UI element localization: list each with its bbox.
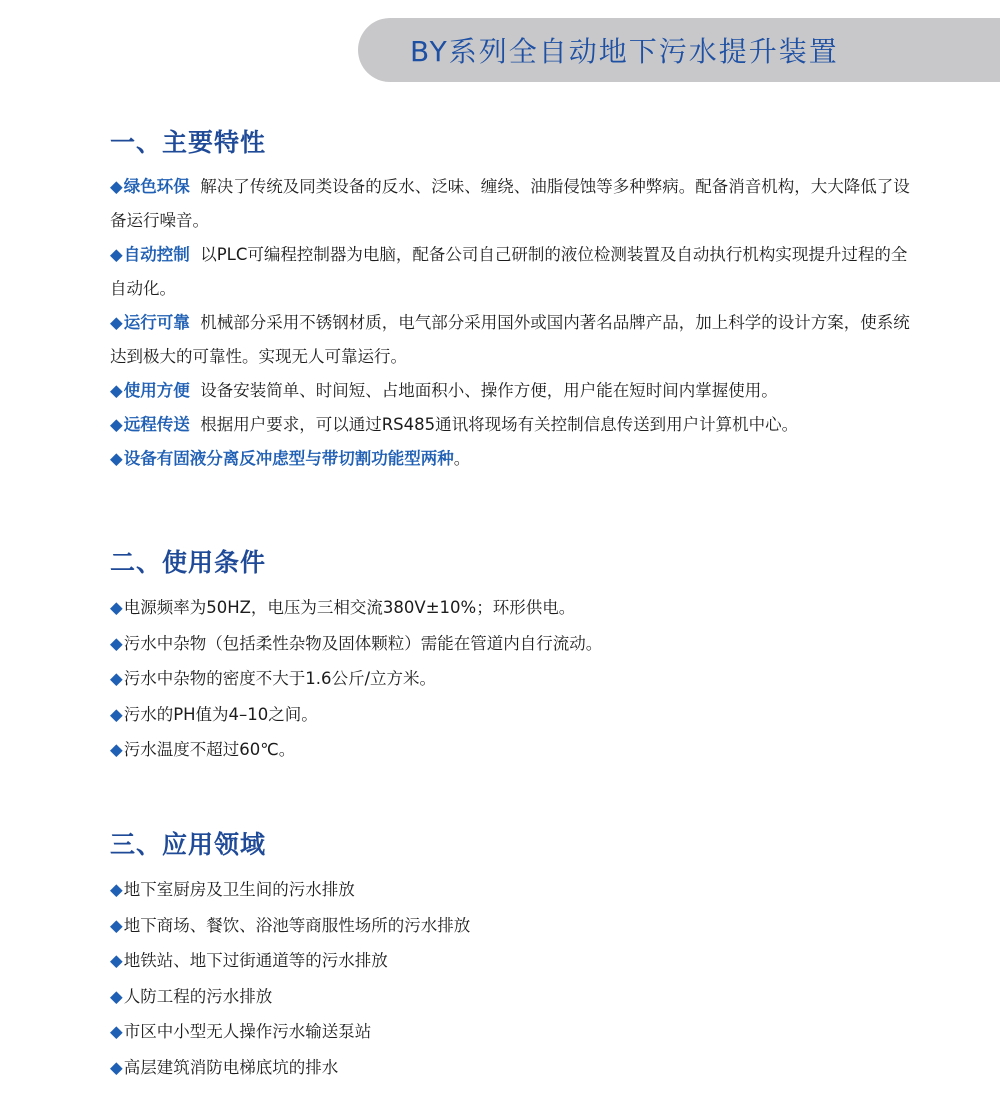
- list-item-text: 地下室厨房及卫生间的污水排放: [123, 880, 355, 899]
- feature-text: 根据用户要求，可以通过RS485通讯将现场有关控制信息传送到用户计算机中心。: [200, 415, 799, 434]
- diamond-bullet-icon: ◆: [110, 669, 123, 688]
- feature-keyword: 绿色环保: [123, 177, 190, 196]
- diamond-bullet-icon: ◆: [110, 740, 123, 759]
- diamond-bullet-icon: ◆: [110, 633, 123, 653]
- list-item: [110, 661, 910, 697]
- diamond-bullet-icon: ◆: [110, 313, 123, 332]
- diamond-bullet-icon: ◆: [110, 1057, 123, 1077]
- list-item-text: 污水的PH值为4–10之间。: [123, 704, 318, 724]
- list-item-text: 污水中杂物（包括柔性杂物及固体颗粒）需能在管道内自行流动。: [123, 633, 603, 653]
- list-item-text: 人防工程的污水排放: [123, 986, 273, 1006]
- feature-text: 设备安装简单、时间短、占地面积小、操作方便，用户能在短时间内掌握使用。: [200, 381, 778, 400]
- feature-text: 机械部分采用不锈钢材质，电气部分采用国外或国内著名品牌产品，加上科学的设计方案，使系统达到极大的可靠性。实现无人可靠运行。: [110, 313, 910, 366]
- diamond-bullet-icon: ◆: [110, 986, 123, 1006]
- section-main-features: [110, 126, 910, 476]
- feature-keyword: 运行可靠: [123, 313, 190, 332]
- feature-keyword: 远程传送: [123, 415, 190, 434]
- feature-item: [110, 170, 910, 238]
- feature-bold-statement: 设备有固液分离反冲虑型与带切割功能型两种: [123, 449, 454, 468]
- list-item: [110, 979, 910, 1015]
- diamond-bullet-icon: ◆: [110, 1022, 123, 1041]
- diamond-bullet-icon: ◆: [110, 704, 123, 724]
- feature-item: [110, 306, 910, 374]
- list-item-text: 市区中小型无人操作污水输送泵站: [123, 1022, 372, 1041]
- list-item-text: 电源频率为50HZ，电压为三相交流380V±10%；环形供电。: [123, 598, 576, 617]
- diamond-bullet-icon: ◆: [110, 177, 123, 196]
- diamond-bullet-icon: ◆: [110, 915, 123, 935]
- section-heading: 一、主要特性: [110, 128, 267, 157]
- list-item: [110, 1014, 910, 1050]
- list-item: [110, 1050, 910, 1086]
- feature-bold-suffix: 。: [453, 449, 471, 468]
- section-heading: 三、应用领域: [110, 830, 267, 859]
- feature-text: 解决了传统及同类设备的反水、泛味、缠绕、油脂侵蚀等多种弊病。配备消音机构，大大降低了设备运行噪音。: [110, 177, 910, 230]
- feature-keyword: 使用方便: [123, 381, 190, 400]
- diamond-bullet-icon: ◆: [110, 415, 123, 434]
- list-item: [110, 626, 910, 662]
- list-item: [110, 908, 910, 944]
- diamond-bullet-icon: ◆: [110, 245, 123, 264]
- list-item: [110, 697, 910, 733]
- diamond-bullet-icon: ◆: [110, 449, 123, 468]
- list-item-text: 高层建筑消防电梯底坑的排水: [123, 1057, 339, 1077]
- list-item: [110, 732, 910, 768]
- section-usage-conditions: [110, 546, 910, 768]
- list-item: [110, 943, 910, 979]
- diamond-bullet-icon: ◆: [110, 598, 123, 617]
- list-item-text: 地下商场、餐饮、浴池等商服性场所的污水排放: [123, 915, 471, 935]
- feature-item: [110, 238, 910, 306]
- feature-item: [110, 442, 910, 476]
- list-item: [110, 590, 910, 626]
- list-item-text: 污水中杂物的密度不大于1.6公斤/立方米。: [123, 669, 437, 688]
- feature-text: 以PLC可编程控制器为电脑，配备公司自己研制的液位检测装置及自动执行机构实现提升过程的全自动化。: [110, 245, 908, 298]
- list-item: [110, 872, 910, 908]
- section-application-fields: [110, 828, 910, 1085]
- feature-item: [110, 374, 910, 408]
- feature-keyword: 自动控制: [123, 245, 190, 264]
- page-title: BY系列全自动地下污水提升装置: [410, 35, 839, 68]
- diamond-bullet-icon: ◆: [110, 951, 123, 970]
- feature-item: [110, 408, 910, 442]
- list-item-text: 污水温度不超过60℃。: [123, 740, 296, 759]
- diamond-bullet-icon: ◆: [110, 880, 123, 899]
- list-item-text: 地铁站、地下过街通道等的污水排放: [123, 951, 388, 970]
- diamond-bullet-icon: ◆: [110, 381, 123, 400]
- section-heading: 二、使用条件: [110, 548, 267, 577]
